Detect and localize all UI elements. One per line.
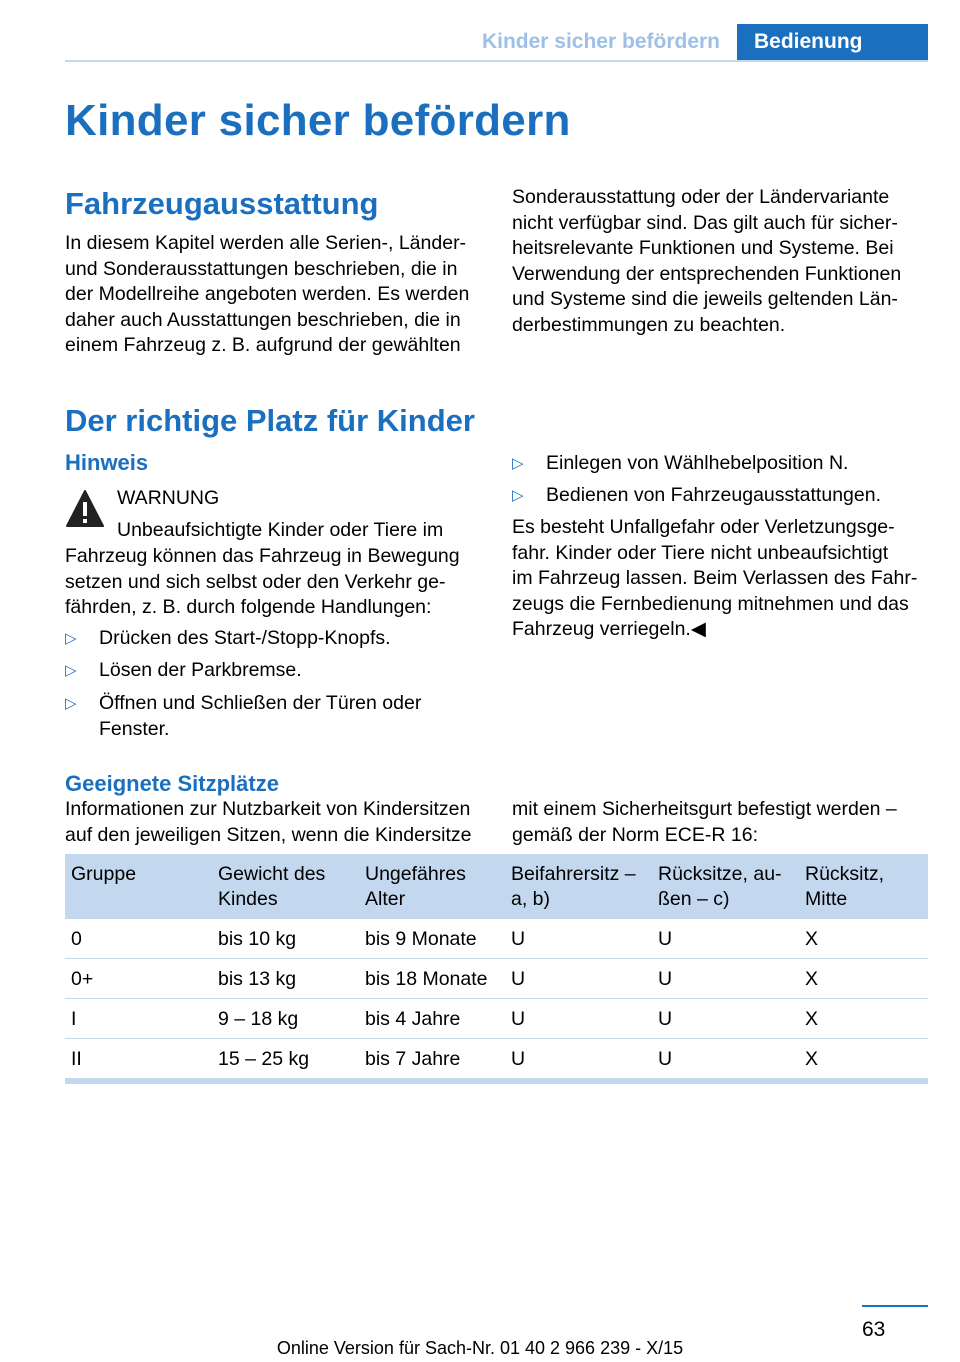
- text-line: Fahrzeug verriegeln.◀: [512, 618, 706, 640]
- table-cell: bis 13 kg: [212, 959, 359, 999]
- text-line: Rücksitz,: [805, 863, 885, 885]
- text-line: Rücksitze, au-: [658, 863, 782, 885]
- table-row: [65, 999, 928, 1039]
- warning-label: WARNUNG: [117, 487, 220, 509]
- column-header: [799, 854, 928, 919]
- table-cell: X: [805, 1048, 819, 1070]
- page-title: Kinder sicher befördern: [65, 96, 571, 145]
- text-line: derbestimmungen zu beachten.: [512, 313, 786, 336]
- text-line: zeugs die Fernbedienung mitnehmen und das: [512, 592, 909, 615]
- heading-platz-fuer-kinder: Der richtige Platz für Kinder: [65, 403, 475, 438]
- table-cell: U: [652, 919, 799, 959]
- text-line: daher auch Ausstattungen beschrieben, die in: [65, 308, 461, 331]
- list-item-text: Öffnen und Schließen der Türen oder Fenster.: [99, 692, 422, 740]
- table-cell: U: [652, 999, 799, 1039]
- text-line: setzen und sich selbst oder den Verkehr ge-: [65, 570, 446, 593]
- warning-closing-text: [512, 515, 928, 643]
- table-cell: 9 – 18 kg: [212, 999, 359, 1039]
- table-cell: U: [511, 1048, 526, 1070]
- child-seat-table: [65, 854, 928, 1078]
- text-line: Ungefähres: [365, 863, 466, 885]
- text-line: fahr. Kinder oder Tiere nicht unbeaufsichtigt: [512, 541, 889, 564]
- text-line: Gewicht des: [218, 863, 326, 885]
- list-item-text: Drücken des Start-/Stopp-Knopfs.: [99, 627, 391, 649]
- text-line: Alter: [365, 888, 406, 910]
- paragraph-sitzplaetze-right: [512, 797, 928, 848]
- warning-text-first: Unbeaufsichtigte Kinder oder Tiere im: [117, 519, 444, 541]
- text-line: Beifahrersitz –: [511, 863, 636, 885]
- table-cell: U: [505, 919, 652, 959]
- table-cell: I: [65, 999, 212, 1039]
- list-item-text: Einlegen von Wählhebelposition N.: [546, 452, 849, 474]
- bullet-triangle-icon: ▷: [65, 695, 77, 712]
- bullet-triangle-icon: ▷: [65, 662, 77, 679]
- text-line: Es besteht Unfallgefahr oder Verletzungsge-: [512, 516, 895, 538]
- heading-fahrzeugausstattung: Fahrzeugausstattung: [65, 186, 379, 221]
- text-line: Fahrzeug können das Fahrzeug in Bewegung: [65, 545, 460, 567]
- table-cell: X: [799, 919, 928, 959]
- table-row: [65, 959, 928, 999]
- table-bottom-rule: [65, 1078, 928, 1084]
- table-cell: U: [505, 959, 652, 999]
- header-rule: [65, 60, 928, 62]
- table-cell: 15 – 25 kg: [218, 1048, 310, 1070]
- text-line: und Systeme sind die jeweils geltenden Län-: [512, 288, 898, 310]
- column-header: [652, 854, 799, 919]
- warning-icon: [65, 488, 105, 530]
- subheading-geeignete-sitzplaetze: Geeignete Sitzplätze: [65, 771, 279, 796]
- text-line: und Sonderausstattungen beschrieben, die in: [65, 257, 458, 280]
- text-line: In diesem Kapitel werden alle Serien-, Länder-: [65, 232, 467, 254]
- table-cell: U: [652, 959, 799, 999]
- text-line: auf den jeweiligen Sitzen, wenn die Kindersitze: [65, 823, 472, 846]
- running-header-tab: Bedienung: [737, 24, 928, 62]
- page-number: 63: [862, 1318, 886, 1341]
- table-cell: bis 10 kg: [212, 919, 359, 959]
- text-line: Verwendung der entsprechenden Funktionen: [512, 262, 902, 285]
- list-item-text: Bedienen von Fahrzeugausstattungen.: [546, 484, 881, 506]
- column-header: [359, 854, 505, 919]
- paragraph-ausstattung-left: [65, 231, 483, 359]
- table-cell: 0: [65, 919, 212, 959]
- warning-text: [65, 544, 483, 621]
- text-line: a, b): [511, 888, 551, 910]
- text-line: mit einem Sicherheitsgurt befestigt werden –: [512, 798, 897, 820]
- table-cell: bis 7 Jahre: [365, 1048, 461, 1070]
- table-cell: bis 18 Monate: [359, 959, 505, 999]
- text-line: Mitte: [805, 888, 848, 910]
- bullet-triangle-icon: ▷: [512, 487, 524, 504]
- text-line: ßen – c): [658, 888, 730, 910]
- paragraph-ausstattung-right: [512, 185, 928, 338]
- footer-rule: [862, 1305, 928, 1307]
- table-cell: U: [658, 1048, 673, 1070]
- text-line: nicht verfügbar sind. Das gilt auch für sicher-: [512, 211, 898, 234]
- table-cell: bis 9 Monate: [359, 919, 505, 959]
- text-line: einem Fahrzeug z. B. aufgrund der gewählten: [65, 334, 461, 356]
- text-line: Informationen zur Nutzbarkeit von Kindersitzen: [65, 798, 471, 820]
- table-row: [65, 1039, 928, 1079]
- text-line: heitsrelevante Funktionen und Systeme. Bei: [512, 237, 894, 259]
- table-cell: II: [71, 1048, 82, 1070]
- bullet-triangle-icon: ▷: [512, 455, 524, 472]
- footer-version-text: Online Version für Sach-Nr. 01 40 2 966 239 - X/15: [276, 1338, 684, 1358]
- table-row: [65, 919, 928, 959]
- subheading-hinweis: Hinweis: [65, 450, 149, 475]
- text-line: Gruppe: [71, 863, 137, 885]
- text-line: gemäß der Norm ECE-R 16:: [512, 823, 758, 846]
- column-header: [505, 854, 652, 919]
- text-line: der Modellreihe angeboten werden. Es werden: [65, 283, 470, 305]
- text-line: im Fahrzeug lassen. Beim Verlassen des Fahr-: [512, 567, 918, 589]
- text-line: Sonderausstattung oder der Ländervariante: [512, 186, 890, 208]
- running-header-section: Kinder sicher befördern: [481, 30, 720, 53]
- table-cell: X: [799, 959, 928, 999]
- text-line: fährden, z. B. durch folgende Handlungen:: [65, 596, 432, 618]
- table-cell: X: [799, 999, 928, 1039]
- list-item-text: Lösen der Parkbremse.: [99, 659, 302, 681]
- column-header: [212, 854, 359, 919]
- table-cell: 0+: [65, 959, 212, 999]
- column-header: [65, 854, 212, 919]
- text-line: Kindes: [218, 888, 278, 910]
- bullet-triangle-icon: ▷: [65, 630, 77, 647]
- paragraph-sitzplaetze-left: [65, 797, 483, 848]
- table-cell: U: [505, 999, 652, 1039]
- table-cell: bis 4 Jahre: [359, 999, 505, 1039]
- table-header-row: [65, 854, 928, 919]
